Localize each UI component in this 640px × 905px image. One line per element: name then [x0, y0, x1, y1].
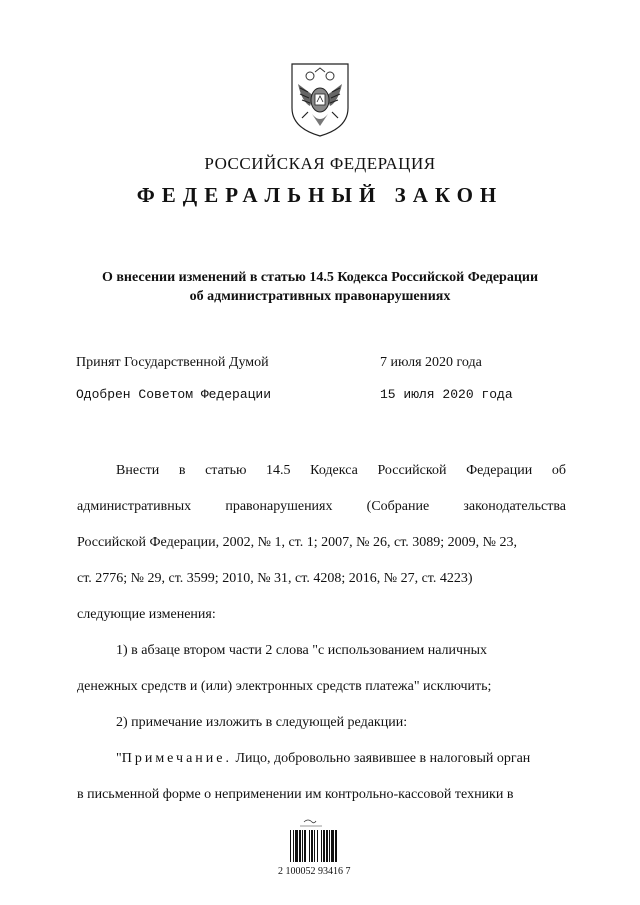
barcode-bar — [317, 830, 318, 862]
item-1-line-2: денежных средств и (или) электронных средств платежа" исключить; — [77, 679, 492, 694]
barcode-bar — [295, 830, 298, 862]
item-2: 2) примечание изложить в следующей редакции: — [116, 715, 408, 730]
text-word: статью — [205, 463, 247, 478]
paragraph-1-line-1 — [116, 462, 566, 480]
state-emblem-icon — [288, 62, 352, 138]
note-label: Примечание. — [121, 751, 232, 766]
text-word: в — [178, 463, 186, 478]
text-word: Российской — [377, 463, 447, 478]
paragraph-1-line-2 — [77, 498, 566, 516]
barcode-bar — [314, 830, 315, 862]
document-type: ФЕДЕРАЛЬНЫЙ ЗАКОН — [136, 183, 504, 207]
barcode-icon — [286, 818, 356, 864]
barcode-bar — [302, 830, 303, 862]
barcode-bar — [293, 830, 294, 862]
text-word: Внести — [116, 463, 160, 478]
text-word: (Собрание — [366, 499, 430, 514]
council-date: 15 июля 2020 года — [380, 387, 513, 402]
barcode-bar — [309, 830, 310, 862]
barcode-number: 2 100052 93416 7 — [278, 866, 351, 877]
quote-mark: " — [116, 751, 122, 766]
barcode-bar — [304, 830, 306, 862]
text-word: Федерации — [466, 463, 533, 478]
text-word: законодательства — [463, 499, 566, 514]
text-word: административных — [77, 499, 192, 514]
law-title — [60, 268, 580, 306]
barcode-bar — [331, 830, 334, 862]
law-title-line-1: О внесении изменений в статью 14.5 Кодекса Российской Федерации — [101, 270, 539, 285]
council-label: Одобрен Советом Федерации — [76, 387, 272, 402]
barcode-bar — [335, 830, 337, 862]
law-title-line-2: об административных правонарушениях — [189, 289, 451, 304]
barcode-bar — [299, 830, 301, 862]
note-line-2: в письменной форме о неприменении им контрольно-кассовой техники в — [77, 787, 514, 802]
barcode-bar — [326, 830, 328, 862]
barcode-bar — [329, 830, 330, 862]
paragraph-1-line-4: ст. 2776; № 29, ст. 3599; 2010, № 31, ст. 4208; 2016, № 27, ст. 4223) — [77, 571, 473, 586]
duma-date: 7 июля 2020 года — [380, 355, 482, 370]
note-text: Лицо, добровольно заявившее в налоговый орган — [232, 751, 531, 766]
barcode-bar — [321, 830, 322, 862]
note-line-1 — [116, 750, 566, 768]
duma-label: Принят Государственной Думой — [76, 355, 269, 370]
paragraph-1-line-3: Российской Федерации, 2002, № 1, ст. 1; 2007, № 26, ст. 3089; 2009, № 23, — [77, 535, 518, 550]
text-word: 14.5 — [266, 463, 291, 478]
barcode-bar — [311, 830, 313, 862]
barcode-bar — [323, 830, 325, 862]
country-name: РОССИЙСКАЯ ФЕДЕРАЦИЯ — [204, 154, 436, 173]
text-word: Кодекса — [310, 463, 358, 478]
item-1-line-1: 1) в абзаце втором части 2 слова "с использованием наличных — [116, 643, 487, 658]
text-word: об — [551, 463, 566, 478]
barcode-bar — [290, 830, 291, 862]
paragraph-1-line-5: следующие изменения: — [77, 607, 216, 622]
text-word: правонарушениях — [225, 499, 333, 514]
